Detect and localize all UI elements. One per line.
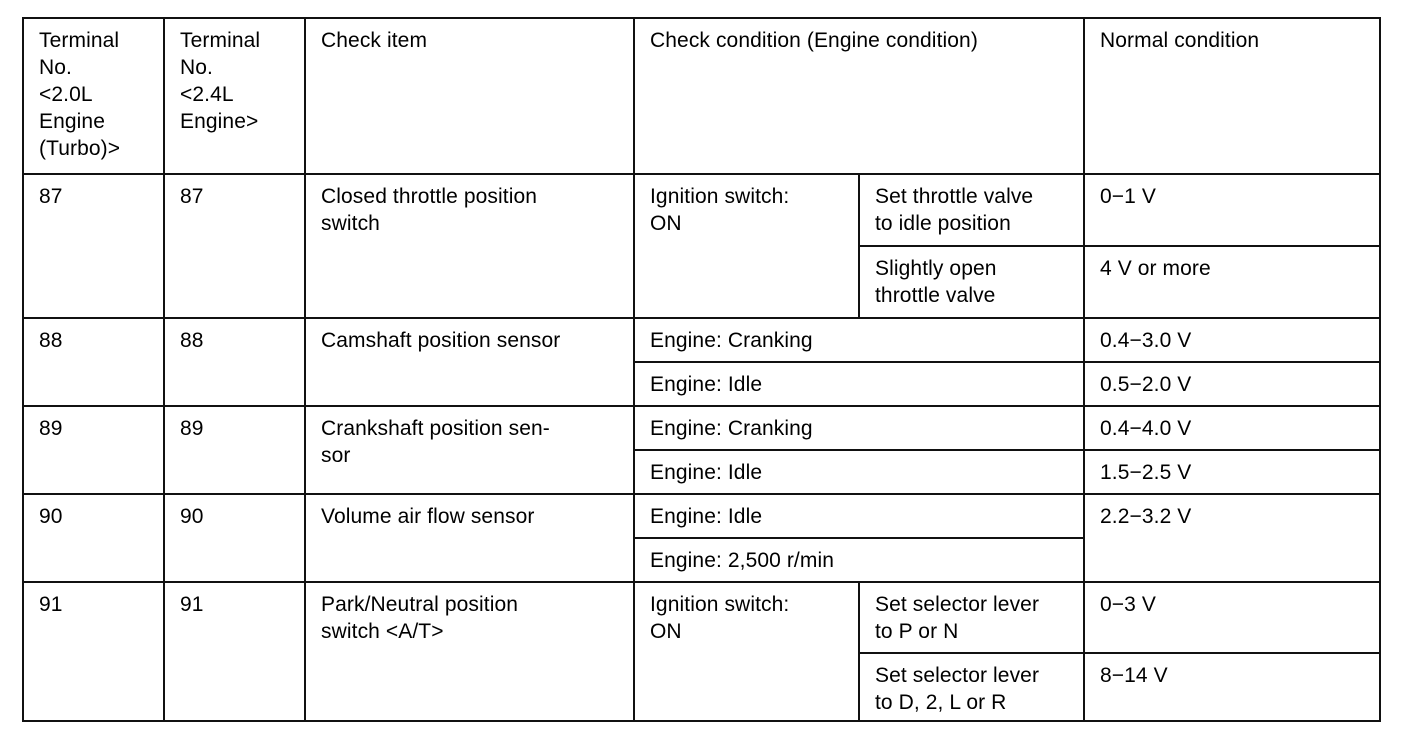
terminal-2-4l-cell: 87 bbox=[164, 174, 305, 318]
check-item-cell bbox=[305, 494, 634, 582]
header-check-item: Check item bbox=[305, 18, 634, 174]
condition-line: ON bbox=[650, 620, 682, 643]
check-condition-sub-cell bbox=[859, 653, 1084, 721]
normal-condition-cell: 0.4−3.0 V bbox=[1084, 318, 1380, 362]
terminal-2-4l-cell: 90 bbox=[164, 494, 305, 582]
header-line: No. bbox=[39, 56, 72, 79]
normal-condition-cell: 0−1 V bbox=[1084, 174, 1380, 246]
check-condition-cell: Engine: Cranking bbox=[634, 318, 1084, 362]
check-condition-cell: Engine: 2,500 r/min bbox=[634, 538, 1084, 582]
condition-line: to idle position bbox=[875, 212, 1011, 235]
table-row bbox=[23, 582, 1380, 653]
terminal-2-4l-cell: 89 bbox=[164, 406, 305, 494]
table-row bbox=[23, 174, 1380, 246]
header-line: Engine bbox=[39, 110, 105, 133]
check-item-cell bbox=[305, 406, 634, 494]
header-normal-condition: Normal condition bbox=[1084, 18, 1380, 174]
header-terminal-2-4l bbox=[164, 18, 305, 174]
normal-condition-cell: 0.5−2.0 V bbox=[1084, 362, 1380, 406]
normal-condition-cell: 4 V or more bbox=[1084, 246, 1380, 318]
table-row bbox=[23, 406, 1380, 450]
check-item-cell bbox=[305, 582, 634, 721]
header-line: No. bbox=[180, 56, 213, 79]
check-condition-sub-cell bbox=[859, 246, 1084, 318]
header-terminal-2-0l bbox=[23, 18, 164, 174]
header-line: (Turbo)> bbox=[39, 137, 121, 160]
check-condition-cell: Engine: Idle bbox=[634, 450, 1084, 494]
normal-condition-cell: 1.5−2.5 V bbox=[1084, 450, 1380, 494]
check-item-line: Volume air flow sensor bbox=[321, 505, 535, 528]
terminal-2-4l-cell: 91 bbox=[164, 582, 305, 721]
check-condition-cell: Engine: Idle bbox=[634, 362, 1084, 406]
table-header-row bbox=[23, 18, 1380, 174]
header-line: Terminal bbox=[39, 29, 120, 52]
check-condition-sub-cell bbox=[859, 582, 1084, 653]
normal-condition-cell: 8−14 V bbox=[1084, 653, 1380, 721]
terminal-2-4l-cell: 88 bbox=[164, 318, 305, 406]
check-condition-main-cell bbox=[634, 582, 859, 721]
check-item-line: Park/Neutral position bbox=[321, 593, 519, 616]
header-line: Engine> bbox=[180, 110, 259, 133]
normal-condition-cell: 0.4−4.0 V bbox=[1084, 406, 1380, 450]
condition-line: throttle valve bbox=[875, 284, 996, 307]
terminal-2-0l-cell: 90 bbox=[23, 494, 164, 582]
header-line: <2.0L bbox=[39, 83, 93, 106]
check-condition-cell: Engine: Cranking bbox=[634, 406, 1084, 450]
condition-line: to D, 2, L or R bbox=[875, 691, 1007, 714]
terminal-2-0l-cell: 89 bbox=[23, 406, 164, 494]
normal-condition-cell: 2.2−3.2 V bbox=[1084, 494, 1380, 582]
check-condition-cell: Engine: Idle bbox=[634, 494, 1084, 538]
terminal-2-0l-cell: 88 bbox=[23, 318, 164, 406]
header-check-condition: Check condition (Engine condition) bbox=[634, 18, 1084, 174]
check-item-cell bbox=[305, 174, 634, 318]
check-item-line: switch <A/T> bbox=[321, 620, 444, 643]
terminal-2-0l-cell: 91 bbox=[23, 582, 164, 721]
condition-line: Set throttle valve bbox=[875, 185, 1034, 208]
terminal-2-0l-cell: 87 bbox=[23, 174, 164, 318]
condition-line: ON bbox=[650, 212, 682, 235]
header-line: <2.4L bbox=[180, 83, 234, 106]
check-condition-main-cell bbox=[634, 174, 859, 318]
check-condition-sub-cell bbox=[859, 174, 1084, 246]
check-item-cell bbox=[305, 318, 634, 406]
check-item-line: sor bbox=[321, 444, 351, 467]
check-item-line: Camshaft position sensor bbox=[321, 329, 561, 352]
table-row bbox=[23, 494, 1380, 538]
condition-line: Ignition switch: bbox=[650, 185, 790, 208]
header-line: Terminal bbox=[180, 29, 261, 52]
condition-line: Set selector lever bbox=[875, 593, 1040, 616]
condition-line: to P or N bbox=[875, 620, 959, 643]
check-item-line: Crankshaft position sen- bbox=[321, 417, 550, 440]
table-row bbox=[23, 318, 1380, 362]
check-item-line: Closed throttle position bbox=[321, 185, 538, 208]
terminal-check-table bbox=[22, 17, 1381, 722]
condition-line: Slightly open bbox=[875, 257, 997, 280]
condition-line: Ignition switch: bbox=[650, 593, 790, 616]
normal-condition-cell: 0−3 V bbox=[1084, 582, 1380, 653]
condition-line: Set selector lever bbox=[875, 664, 1040, 687]
check-item-line: switch bbox=[321, 212, 380, 235]
